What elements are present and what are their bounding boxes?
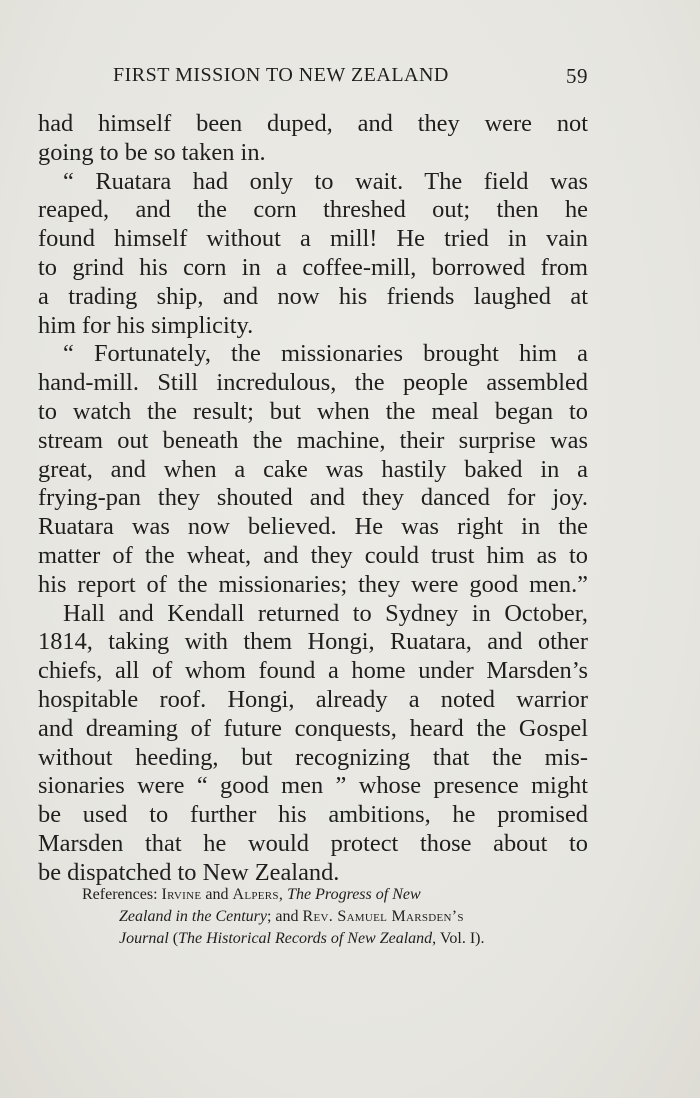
text-line: going to be so taken in.: [38, 138, 266, 166]
text-line: chiefs, all of whom found a home under Marsden’s: [38, 657, 588, 685]
text-line: Ruatara was now believed. He was right in the: [38, 513, 588, 541]
text-line: him for his simplicity.: [38, 311, 254, 339]
text-line: matter of the wheat, and they could trust him as to: [38, 541, 588, 569]
references-line: [82, 928, 592, 950]
reference-author: Rev. Samuel Marsden’s: [302, 908, 464, 925]
reference-title: The Progress of New: [287, 886, 421, 903]
reference-separator: (: [168, 930, 179, 947]
reference-conjunction: and: [205, 886, 229, 903]
text-line: stream out beneath the machine, their surprise was: [38, 426, 588, 454]
reference-volume: , Vol. I).: [432, 930, 485, 947]
text-line: frying-pan they shouted and they danced for joy.: [38, 484, 588, 512]
text-line: hospitable roof. Hongi, already a noted warrior: [38, 685, 588, 713]
reference-author: Alpers,: [232, 886, 284, 903]
text-line: had himself been duped, and they were not: [38, 110, 588, 137]
text-line: 1814, taking with them Hongi, Ruatara, and other: [38, 628, 588, 656]
running-head-title: FIRST MISSION TO NEW ZEALAND: [113, 64, 449, 86]
reference-title: Zealand in the Century: [119, 908, 267, 925]
references-line: [82, 884, 592, 906]
text-line: and dreaming of future conquests, heard the Gospel: [38, 714, 588, 742]
text-line: without heeding, but recognizing that the mis-: [38, 743, 588, 771]
references-line: [82, 906, 592, 928]
text-line: hand-mill. Still incredulous, the people assembled: [38, 369, 588, 397]
text-line: be dispatched to New Zealand.: [38, 858, 340, 886]
text-line: great, and when a cake was hastily baked in a: [38, 455, 588, 483]
running-head: [38, 64, 588, 92]
text-line: “ Ruatara had only to wait. The field was: [63, 167, 588, 195]
references-note: [82, 884, 592, 950]
text-line: his report of the missionaries; they were good men.”: [38, 570, 588, 598]
text-line: found himself without a mill! He tried in vain: [38, 225, 588, 253]
reference-title: Journal: [119, 930, 169, 947]
body-text: [38, 110, 588, 888]
text-line: be used to further his ambitions, he promised: [38, 801, 588, 829]
text-line: Hall and Kendall returned to Sydney in October,: [63, 599, 588, 627]
text-line: to watch the result; but when the meal began to: [38, 397, 588, 425]
references-label: References:: [82, 886, 158, 903]
reference-separator: ; and: [266, 908, 299, 925]
text-line: “ Fortunately, the missionaries brought him a: [63, 340, 588, 368]
text-line: sionaries were “ good men ” whose presence might: [38, 772, 588, 800]
text-line: Marsden that he would protect those about to: [38, 829, 588, 857]
text-line: reaped, and the corn threshed out; then he: [38, 196, 588, 224]
page-number: 59: [566, 64, 588, 88]
text-line: a trading ship, and now his friends laughed at: [38, 282, 588, 310]
reference-author: Irvine: [161, 886, 202, 903]
reference-title: The Historical Records of New Zealand: [178, 930, 433, 947]
text-line: to grind his corn in a coffee-mill, borrowed from: [38, 253, 588, 281]
